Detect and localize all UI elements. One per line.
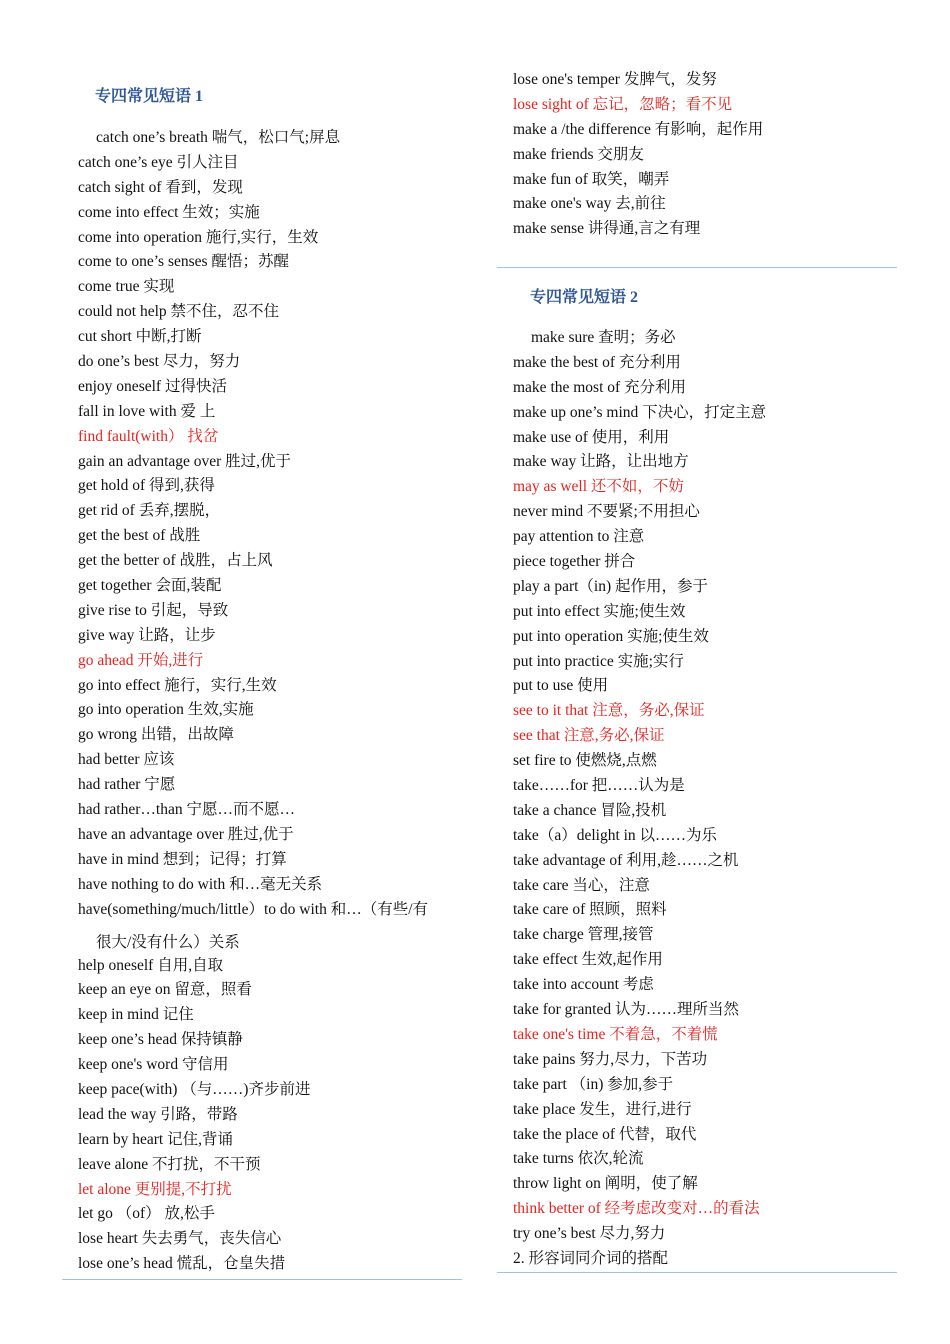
phrase-item: come to one’s senses 醒悟；苏醒: [78, 253, 289, 271]
phrase-item: take charge 管理,接管: [513, 926, 654, 944]
phrase-item: let go （of） 放,松手: [78, 1205, 215, 1223]
phrase-item: have(something/much/little）to do with 和…（有些/有: [78, 900, 429, 918]
phrase-item: throw light on 阐明，使了解: [513, 1175, 698, 1193]
phrase-item: put into operation 实施;使生效: [513, 627, 709, 645]
phrase-item: learn by heart 记住,背诵: [78, 1130, 233, 1148]
phrase-item: take the place of 代替，取代: [513, 1125, 697, 1143]
phrase-item: cut short 中断,打断: [78, 328, 202, 346]
phrase-item: make up one’s mind 下决心，打定主意: [513, 403, 767, 421]
phrase-item: take turns 依次,轮流: [513, 1150, 644, 1168]
phrase-item: make fun of 取笑，嘲弄: [513, 170, 670, 188]
phrase-item: keep an eye on 留意，照看: [78, 981, 252, 999]
phrase-item: get together 会面,装配: [78, 577, 222, 595]
phrase-item: come into operation 施行,实行，生效: [78, 228, 319, 246]
phrase-item: go into operation 生效,实施: [78, 701, 254, 719]
phrase-item: take into account 考虑: [513, 976, 654, 994]
phrase-item: get hold of 得到,获得: [78, 477, 215, 495]
phrase-item: go wrong 出错，出故障: [78, 726, 234, 744]
phrase-item: had better 应该: [78, 751, 175, 769]
phrase-item: get the better of 战胜，占上风: [78, 552, 273, 570]
phrase-item: make sense 讲得通,言之有理: [513, 220, 701, 238]
phrase-item: leave alone 不打扰，不干预: [78, 1155, 261, 1173]
phrase-item: let alone 更别提,不打扰: [78, 1180, 232, 1198]
phrase-item: gain an advantage over 胜过,优于: [78, 452, 292, 470]
phrase-item: never mind 不要紧;不用担心: [513, 503, 700, 521]
phrase-item: could not help 禁不住，忍不住: [78, 303, 280, 321]
phrase-item: take advantage of 利用,趁……之机: [513, 851, 739, 869]
phrase-item: had rather 宁愿: [78, 776, 176, 794]
phrase-item: take part （in) 参加,参于: [513, 1075, 674, 1093]
phrase-item: may as well 还不如，不妨: [513, 478, 684, 496]
phrase-item: go ahead 开始,进行: [78, 651, 204, 669]
phrase-item: come true 实现: [78, 278, 175, 296]
phrase-item: pay attention to 注意: [513, 528, 645, 546]
phrase-item: take（a）delight in 以……为乐: [513, 826, 718, 844]
phrase-item: enjoy oneself 过得快活: [78, 377, 227, 395]
phrase-item: lose heart 失去勇气，丧失信心: [78, 1230, 282, 1248]
phrase-item: piece together 拼合: [513, 553, 636, 571]
phrase-item: set fire to 使燃烧,点燃: [513, 752, 657, 770]
phrase-item: lead the way 引路，带路: [78, 1105, 238, 1123]
phrase-item: lose one’s head 慌乱，仓皇失措: [78, 1255, 286, 1273]
phrase-item: give rise to 引起，导致: [78, 601, 229, 619]
phrase-item: take care of 照顾，照料: [513, 901, 667, 919]
phrase-item: keep one’s head 保持镇静: [78, 1031, 243, 1049]
phrase-item: catch one’s breath 喘气，松口气;屏息: [96, 129, 341, 146]
phrase-item: get rid of 丢弃,摆脱，: [78, 502, 221, 520]
section-heading-1: 专四常见短语 1: [95, 88, 204, 105]
phrase-item: put into effect 实施;使生效: [513, 602, 686, 620]
phrase-item: take pains 努力,尽力，下苦功: [513, 1050, 708, 1068]
phrase-item: go into effect 施行，实行,生效: [78, 676, 277, 694]
phrase-item: think better of 经考虑改变对…的看法: [513, 1200, 760, 1218]
phrase-item: catch sight of 看到，发现: [78, 178, 243, 196]
phrase-list-2: [513, 326, 766, 1272]
phrase-item: come into effect 生效；实施: [78, 203, 260, 221]
phrase-item: had rather…than 宁愿…而不愿…: [78, 801, 295, 819]
phrase-item: put to use 使用: [513, 677, 609, 695]
phrase-item: take a chance 冒险,投机: [513, 801, 667, 819]
phrase-item: do one’s best 尽力，努力: [78, 353, 241, 371]
phrase-item: lose one's temper 发脾气，发努: [513, 71, 717, 88]
phrase-item: make sure 查明；务必: [531, 329, 676, 346]
divider-left-bottom: [62, 1279, 462, 1280]
phrase-item: make use of 使用，利用: [513, 428, 670, 446]
phrase-item: take place 发生，进行,进行: [513, 1100, 692, 1118]
divider-right-middle: [497, 267, 897, 268]
phrase-item: give way 让路，让步: [78, 626, 216, 644]
phrase-item: lose sight of 忘记，忽略；看不见: [513, 95, 733, 113]
phrase-item: make friends 交朋友: [513, 145, 644, 163]
phrase-item: try one’s best 尽力,努力: [513, 1225, 666, 1243]
phrase-item: take effect 生效,起作用: [513, 951, 663, 969]
section-heading-2: 专四常见短语 2: [530, 289, 639, 306]
phrase-item: have nothing to do with 和…毫无关系: [78, 875, 323, 893]
phrase-item: take one's time 不着急，不着慌: [513, 1025, 718, 1043]
phrase-item: put into practice 实施;实行: [513, 652, 684, 670]
phrase-item: 很大/没有什么）关系: [96, 933, 240, 951]
phrase-item: keep one's word 守信用: [78, 1056, 229, 1074]
phrase-item: find fault(with） 找岔: [78, 427, 219, 445]
phrase-item: make a /the difference 有影响，起作用: [513, 120, 764, 138]
phrase-item: make one's way 去,前往: [513, 195, 666, 213]
phrase-item: 2. 形容词同介词的搭配: [513, 1249, 669, 1267]
phrase-item: fall in love with 爱 上: [78, 402, 216, 420]
phrase-item: make the best of 充分利用: [513, 353, 681, 371]
phrase-item: get the best of 战胜: [78, 527, 201, 545]
phrase-item: keep in mind 记住: [78, 1006, 194, 1024]
phrase-item: keep pace(with) （与……)齐步前进: [78, 1080, 311, 1098]
phrase-item: play a part（in) 起作用，参于: [513, 577, 709, 595]
phrase-list-1-continued: [513, 68, 763, 242]
phrase-item: have in mind 想到；记得；打算: [78, 850, 287, 868]
phrase-item: catch one’s eye 引人注目: [78, 153, 239, 171]
phrase-item: see that 注意,务必,保证: [513, 727, 665, 745]
phrase-item: make the most of 充分利用: [513, 378, 687, 396]
phrase-item: take……for 把……认为是: [513, 777, 685, 795]
phrase-item: take care 当心，注意: [513, 876, 650, 894]
phrase-item: have an advantage over 胜过,优于: [78, 825, 294, 843]
phrase-item: see to it that 注意，务必,保证: [513, 702, 705, 720]
phrase-item: take for granted 认为……理所当然: [513, 1001, 739, 1019]
phrase-item: make way 让路，让出地方: [513, 453, 689, 471]
phrase-list-1: [78, 126, 428, 1277]
divider-right-bottom: [497, 1272, 897, 1273]
phrase-item: help oneself 自用,自取: [78, 956, 224, 974]
